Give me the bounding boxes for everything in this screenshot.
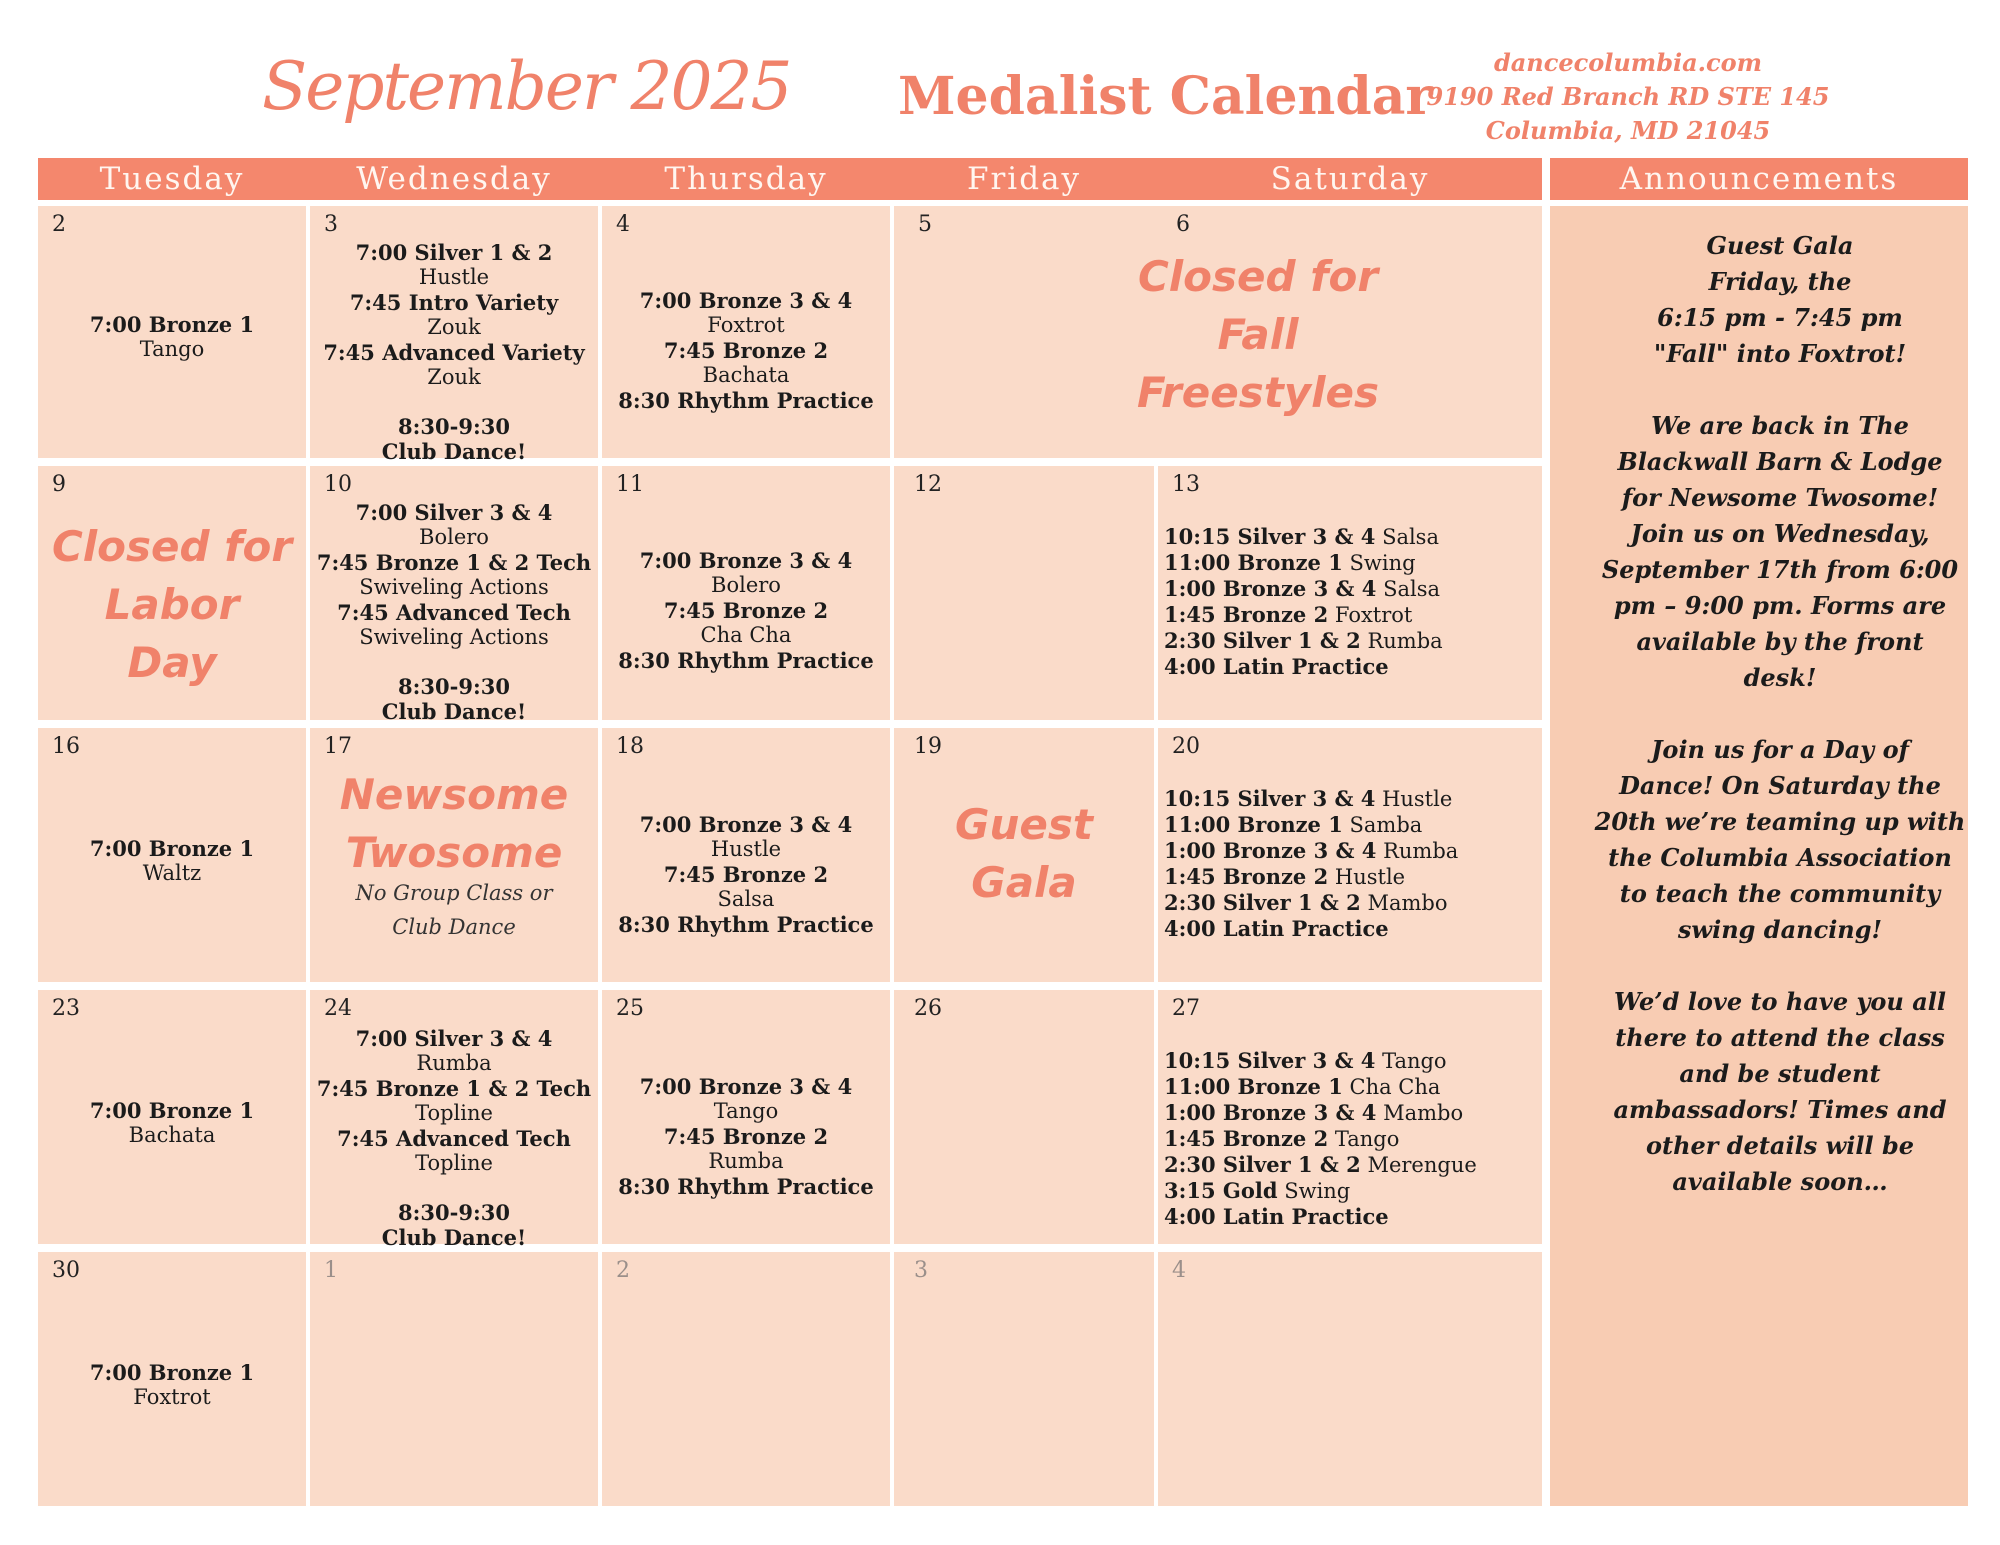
class-time-level: 7:00 Bronze 3 & 4 xyxy=(639,288,853,313)
announcements-heading: Announcements xyxy=(1619,161,1899,197)
day-cell-next-3 xyxy=(894,1252,1154,1506)
schedule-row: 11:00 Bronze 1 Samba xyxy=(1164,812,1423,837)
class-time-level: 7:45 Intro Variety xyxy=(349,290,559,315)
day-number: 2 xyxy=(616,1258,630,1283)
class-dance: Hustle xyxy=(418,265,490,289)
day-number: 19 xyxy=(914,734,942,759)
address-line-2: Columbia, MD 21045 xyxy=(1485,116,1771,145)
rhythm-practice: 8:30 Rhythm Practice xyxy=(618,388,874,413)
class-dance: Topline xyxy=(415,1151,493,1175)
day-cell-5-6-closed xyxy=(894,206,1542,458)
class-dance: Rumba xyxy=(708,1149,784,1173)
schedule-row: 1:45 Bronze 2 Hustle xyxy=(1164,864,1406,889)
class-time-level: 7:00 Bronze 1 xyxy=(89,312,255,337)
day-number: 26 xyxy=(914,996,942,1021)
day-number: 4 xyxy=(1172,1258,1186,1283)
class-dance: Tango xyxy=(713,1099,779,1123)
day-number: 10 xyxy=(324,472,352,497)
month-title: September 2025 xyxy=(262,48,791,125)
day-cell-9 xyxy=(38,466,306,720)
day-cell-next-2 xyxy=(602,1252,890,1506)
day-number: 24 xyxy=(324,996,352,1021)
class-dance: Hustle xyxy=(710,837,782,861)
rhythm-practice: 8:30 Rhythm Practice xyxy=(618,648,874,673)
calendar-title: Medalist Calendar xyxy=(898,66,1433,127)
class-dance: Zouk xyxy=(427,315,481,339)
day-cell-25 xyxy=(602,990,890,1244)
day-number: 18 xyxy=(616,734,644,759)
saturday-schedule xyxy=(1164,1048,1477,1230)
day-cell-16 xyxy=(38,728,306,982)
day-events xyxy=(602,288,890,413)
day-events xyxy=(310,500,598,724)
guest-gala: Guest Gala xyxy=(955,800,1093,907)
announcement-newsome-twosome: We are back in The Blackwall Barn & Lodge for Newsome Twosome! Join us on Wednesday, September 17th from 6:00 pm – 9:00 pm. Forms are available by the front desk! xyxy=(1601,411,1959,692)
class-dance: Rumba xyxy=(416,1051,492,1075)
day-number: 16 xyxy=(52,734,80,759)
day-events xyxy=(38,1098,306,1148)
day-cell-23 xyxy=(38,990,306,1244)
schedule-row: 2:30 Silver 1 & 2 Rumba xyxy=(1164,628,1443,653)
class-dance: Topline xyxy=(415,1101,493,1125)
day-number: 20 xyxy=(1172,734,1200,759)
day-cell-30 xyxy=(38,1252,306,1506)
class-time-level: 7:00 Bronze 3 & 4 xyxy=(639,548,853,573)
day-cell-27 xyxy=(1158,990,1542,1244)
saturday-schedule xyxy=(1164,786,1458,942)
club-dance-time: 8:30-9:30 xyxy=(398,1200,510,1225)
day-number: 23 xyxy=(52,996,80,1021)
day-number: 3 xyxy=(324,212,338,237)
class-dance: Tango xyxy=(139,337,205,361)
day-number: 3 xyxy=(914,1258,928,1283)
class-dance: Waltz xyxy=(142,861,202,885)
class-dance: Bachata xyxy=(702,363,790,387)
day-number: 6 xyxy=(1176,212,1190,237)
day-number: 2 xyxy=(52,212,66,237)
closed-labor-day: Closed for Labor Day xyxy=(51,522,293,687)
class-dance: Zouk xyxy=(427,365,481,389)
day-cell-next-4 xyxy=(1158,1252,1542,1506)
class-time-level: 7:45 Bronze 2 xyxy=(663,338,829,363)
day-cell-19 xyxy=(894,728,1154,982)
class-time-level: 7:45 Bronze 2 xyxy=(663,598,829,623)
day-cell-4 xyxy=(602,206,890,458)
class-time-level: 7:45 Advanced Variety xyxy=(323,340,585,365)
schedule-row: 11:00 Bronze 1 Cha Cha xyxy=(1164,1074,1441,1099)
class-time-level: 7:00 Bronze 1 xyxy=(89,1360,255,1385)
schedule-row: 1:45 Bronze 2 Tango xyxy=(1164,1126,1400,1151)
day-number: 5 xyxy=(918,212,932,237)
announcement-guest-gala: Guest Gala Friday, the 6:15 pm - 7:45 pm "Fall" into Foxtrot! xyxy=(1653,231,1907,368)
day-number: 11 xyxy=(616,472,644,497)
class-dance: Bolero xyxy=(711,573,781,597)
class-time-level: 7:45 Advanced Tech xyxy=(337,1126,571,1151)
day-number: 30 xyxy=(52,1258,80,1283)
class-time-level: 7:00 Silver 1 & 2 xyxy=(355,240,553,265)
schedule-row: 2:30 Silver 1 & 2 Mambo xyxy=(1164,890,1448,915)
day-cell-17 xyxy=(310,728,598,982)
class-time-level: 7:45 Bronze 2 xyxy=(663,862,829,887)
club-dance-label: Club Dance! xyxy=(381,699,527,724)
day-events xyxy=(602,548,890,673)
day-cell-13 xyxy=(1158,466,1542,720)
day-cell-10 xyxy=(310,466,598,724)
class-dance: Foxtrot xyxy=(133,1385,211,1409)
class-time-level: 7:45 Bronze 1 & 2 Tech xyxy=(316,1076,592,1101)
class-dance: Swiveling Actions xyxy=(359,625,549,649)
day-number: 1 xyxy=(324,1258,338,1283)
day-cell-26 xyxy=(894,990,1154,1244)
schedule-row: 1:00 Bronze 3 & 4 Salsa xyxy=(1164,576,1440,601)
day-cell-next-1 xyxy=(310,1252,598,1506)
day-events xyxy=(38,836,306,886)
weekday-thursday: Thursday xyxy=(664,161,828,197)
class-dance: Swiveling Actions xyxy=(359,575,549,599)
class-time-level: 7:00 Bronze 3 & 4 xyxy=(639,812,853,837)
schedule-row: 1:00 Bronze 3 & 4 Mambo xyxy=(1164,1100,1464,1125)
schedule-row: 2:30 Silver 1 & 2 Merengue xyxy=(1164,1152,1477,1177)
day-cell-20 xyxy=(1158,728,1542,982)
day-number: 4 xyxy=(616,212,630,237)
class-dance: Foxtrot xyxy=(707,313,785,337)
class-time-level: 7:45 Bronze 1 & 2 Tech xyxy=(316,550,592,575)
schedule-row: 10:15 Silver 3 & 4 Tango xyxy=(1164,1048,1447,1073)
club-dance-label: Club Dance! xyxy=(381,439,527,464)
announcements-text xyxy=(1570,228,1990,1236)
day-number: 12 xyxy=(914,472,942,497)
rhythm-practice: 8:30 Rhythm Practice xyxy=(618,1174,874,1199)
club-dance-label: Club Dance! xyxy=(381,1225,527,1250)
class-time-level: 7:00 Bronze 3 & 4 xyxy=(639,1074,853,1099)
day-cell-3 xyxy=(310,206,598,464)
schedule-row: 4:00 Latin Practice xyxy=(1164,1204,1389,1229)
day-number: 25 xyxy=(616,996,644,1021)
saturday-schedule xyxy=(1164,524,1443,680)
day-events xyxy=(38,312,306,362)
day-cell-2 xyxy=(38,206,306,458)
address-line-1: 9190 Red Branch RD STE 145 xyxy=(1426,82,1830,111)
closed-fall-freestyles: Closed for Fall Freestyles xyxy=(1136,252,1380,417)
class-time-level: 7:00 Bronze 1 xyxy=(89,836,255,861)
website-link[interactable]: dancecolumbia.com xyxy=(1493,48,1763,77)
class-dance: Salsa xyxy=(717,887,775,911)
club-dance-time: 8:30-9:30 xyxy=(398,674,510,699)
class-time-level: 7:45 Bronze 2 xyxy=(663,1124,829,1149)
day-number: 9 xyxy=(52,472,66,497)
newsome-twosome: Newsome Twosome xyxy=(339,770,569,877)
club-dance-time: 8:30-9:30 xyxy=(398,414,510,439)
announcement-ambassadors: We’d love to have you all there to attend the class and be student ambassadors! Times and other details will be available soon… xyxy=(1613,987,1947,1196)
schedule-row: 4:00 Latin Practice xyxy=(1164,916,1389,941)
schedule-row: 11:00 Bronze 1 Swing xyxy=(1164,550,1416,575)
schedule-row: 3:15 Gold Swing xyxy=(1164,1178,1351,1203)
class-time-level: 7:00 Silver 3 & 4 xyxy=(355,500,553,525)
schedule-row: 1:00 Bronze 3 & 4 Rumba xyxy=(1164,838,1459,863)
day-events xyxy=(310,1026,598,1250)
rhythm-practice: 8:30 Rhythm Practice xyxy=(618,912,874,937)
weekday-wednesday: Wednesday xyxy=(356,161,552,197)
weekday-friday: Friday xyxy=(966,161,1082,197)
day-cell-11 xyxy=(602,466,890,720)
class-dance: Cha Cha xyxy=(700,623,792,647)
day-cell-12 xyxy=(894,466,1154,720)
day-events xyxy=(38,1360,306,1410)
class-time-level: 7:45 Advanced Tech xyxy=(337,600,571,625)
schedule-row: 10:15 Silver 3 & 4 Salsa xyxy=(1164,524,1439,549)
class-dance: Bolero xyxy=(419,525,489,549)
schedule-row: 4:00 Latin Practice xyxy=(1164,654,1389,679)
day-number: 13 xyxy=(1172,472,1200,497)
day-cell-24 xyxy=(310,990,598,1250)
class-time-level: 7:00 Silver 3 & 4 xyxy=(355,1026,553,1051)
day-number: 27 xyxy=(1172,996,1200,1021)
day-cell-18 xyxy=(602,728,890,982)
day-number: 17 xyxy=(324,734,352,759)
schedule-row: 10:15 Silver 3 & 4 Hustle xyxy=(1164,786,1453,811)
day-events xyxy=(602,812,890,937)
weekday-saturday: Saturday xyxy=(1270,161,1430,197)
day-events xyxy=(602,1074,890,1199)
weekday-tuesday: Tuesday xyxy=(99,161,245,197)
announcement-day-of-dance: Join us for a Day of Dance! On Saturday the 20th we’re teaming up with the Columbia Association to teach the community swing dancing! xyxy=(1594,735,1966,944)
class-time-level: 7:00 Bronze 1 xyxy=(89,1098,255,1123)
day-events xyxy=(310,240,598,464)
class-dance: Bachata xyxy=(128,1123,216,1147)
no-class-note: No Group Class or Club Dance xyxy=(355,881,553,939)
schedule-row: 1:45 Bronze 2 Foxtrot xyxy=(1164,602,1413,627)
